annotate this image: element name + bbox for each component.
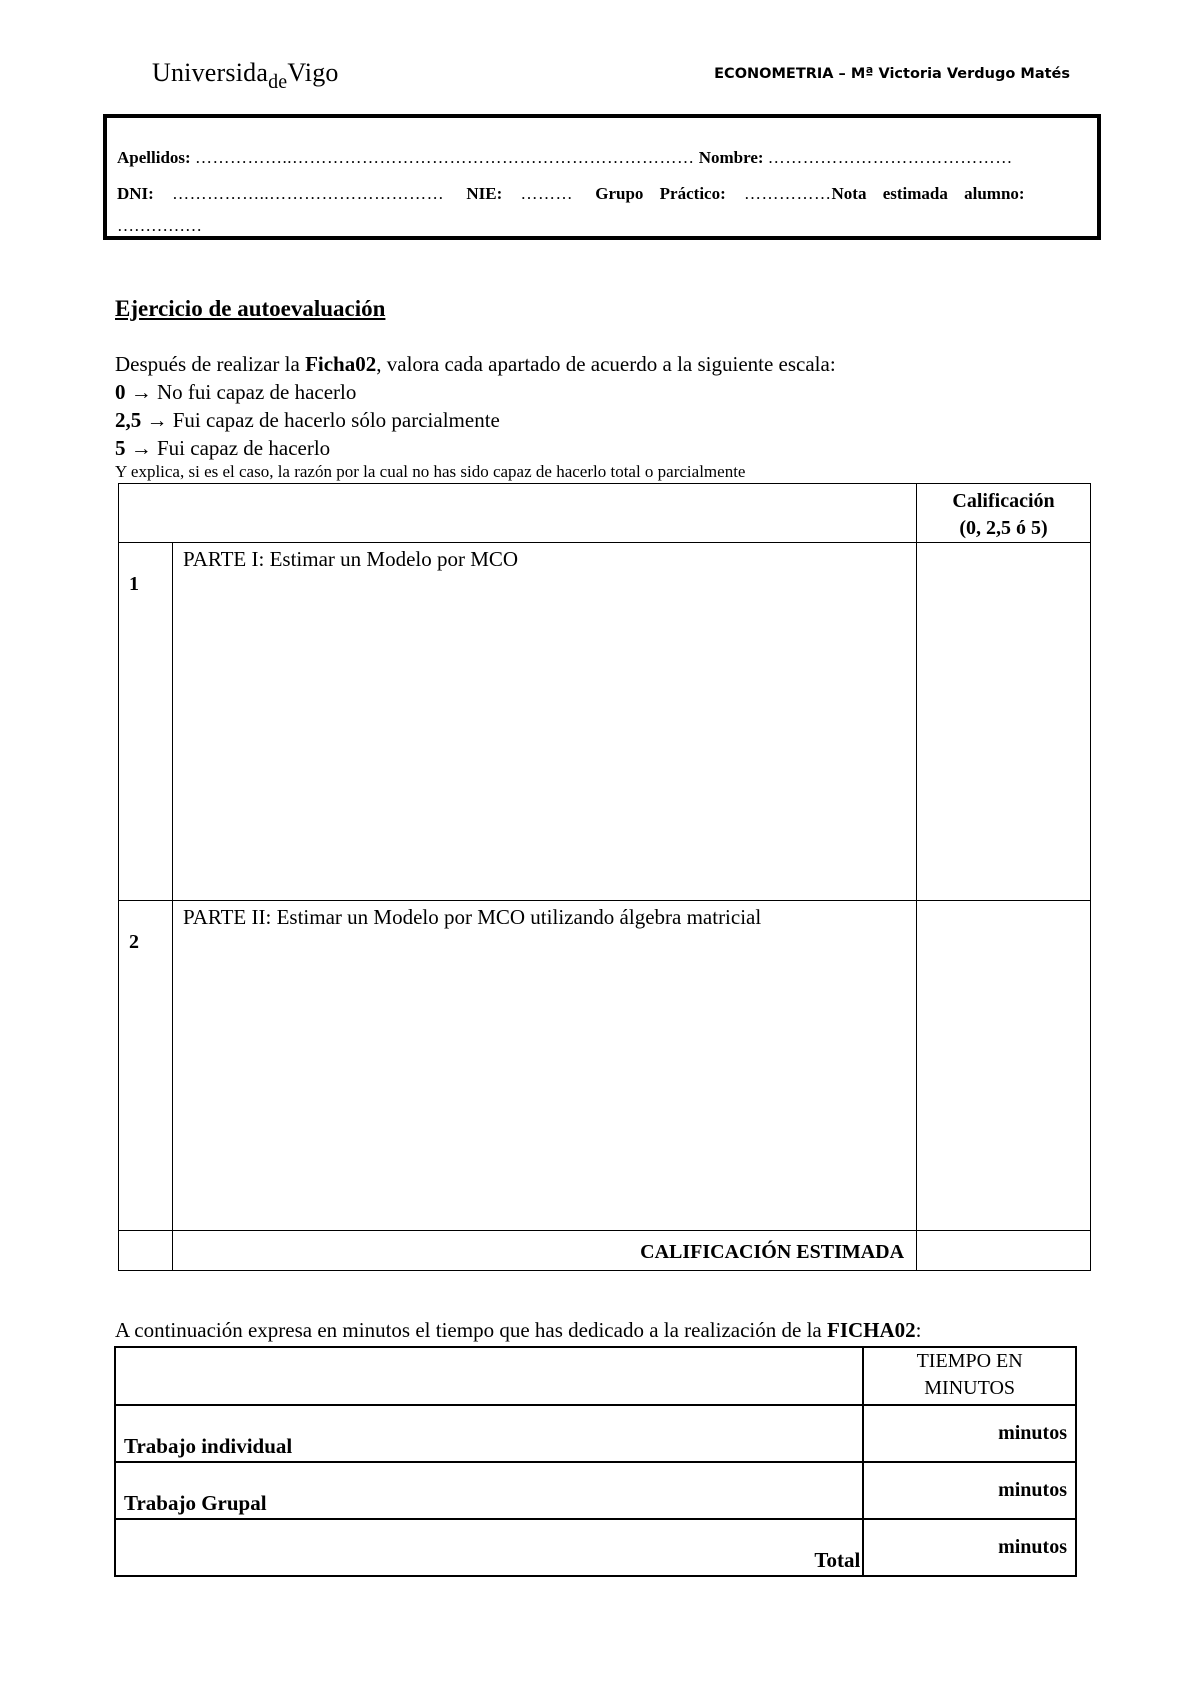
table-row bbox=[115, 1462, 1076, 1519]
scale-item-2 bbox=[115, 434, 836, 462]
calificacion-header bbox=[917, 484, 1091, 543]
scale-value: 0 bbox=[115, 380, 126, 404]
grupo-field[interactable]: …………… bbox=[744, 184, 832, 203]
course-header: ECONOMETRIA – Mª Victoria Verdugo Matés bbox=[714, 66, 1070, 82]
logo-text-1: Universida bbox=[152, 58, 269, 87]
scale-item-0 bbox=[115, 378, 836, 406]
arrow-icon: → bbox=[130, 380, 152, 404]
trabajo-grupal-label: Trabajo Grupal bbox=[115, 1462, 863, 1519]
time-header-row bbox=[115, 1347, 1076, 1405]
row-grade-cell[interactable] bbox=[917, 901, 1091, 1231]
explanation-note: Y explica, si es el caso, la razón por la cual no has sido capaz de hacerlo total o parcialmente bbox=[115, 462, 746, 481]
calificacion-header-line2: (0, 2,5 ó 5) bbox=[959, 517, 1048, 539]
intro-ficha: Ficha02 bbox=[305, 352, 377, 376]
logo-text-3: Vigo bbox=[287, 58, 339, 87]
nota-field[interactable]: …………… bbox=[117, 216, 202, 235]
time-intro-pre: A continuación expresa en minutos el tiempo que has dedicado a la realización de la bbox=[115, 1318, 827, 1342]
intro-pre: Después de realizar la bbox=[115, 352, 306, 376]
grupo-label: Grupo Práctico: bbox=[595, 184, 726, 203]
apellidos-line bbox=[117, 148, 1013, 168]
evaluation-table bbox=[118, 483, 1091, 1271]
dni-line bbox=[117, 184, 1093, 204]
table-row bbox=[119, 543, 1091, 901]
scale-text: Fui capaz de hacerlo sólo parcialmente bbox=[172, 408, 500, 432]
table-footer-row bbox=[119, 1231, 1091, 1271]
row-number: 2 bbox=[119, 901, 173, 1231]
estimated-grade-label: CALIFICACIÓN ESTIMADA bbox=[172, 1231, 916, 1271]
time-header-empty bbox=[115, 1347, 863, 1405]
tiempo-header-line2: MINUTOS bbox=[924, 1377, 1016, 1399]
intro-post: , valora cada apartado de acuerdo a la siguiente escala: bbox=[376, 352, 836, 376]
time-intro bbox=[115, 1318, 922, 1343]
trabajo-individual-minutes[interactable]: minutos bbox=[863, 1405, 1076, 1462]
nie-field[interactable]: ……… bbox=[520, 184, 573, 203]
scale-value: 2,5 bbox=[115, 408, 142, 432]
header-empty-cell bbox=[119, 484, 917, 543]
intro-text bbox=[115, 350, 836, 462]
calificacion-header-line1: Calificación bbox=[952, 490, 1055, 512]
time-table bbox=[114, 1346, 1077, 1577]
student-id-box bbox=[103, 114, 1101, 240]
row-part-text[interactable]: PARTE I: Estimar un Modelo por MCO bbox=[172, 543, 916, 901]
total-minutes[interactable]: minutos bbox=[863, 1519, 1076, 1576]
apellidos-field[interactable]: ……………..…………………………………………………………… bbox=[194, 148, 695, 167]
table-header-row bbox=[119, 484, 1091, 543]
nombre-label: Nombre: bbox=[698, 148, 764, 167]
table-row bbox=[115, 1519, 1076, 1576]
trabajo-individual-label: Trabajo individual bbox=[115, 1405, 863, 1462]
scale-text: Fui capaz de hacerlo bbox=[157, 436, 331, 460]
row-number: 1 bbox=[119, 543, 173, 901]
apellidos-label: Apellidos: bbox=[117, 148, 191, 167]
intro-line bbox=[115, 350, 836, 378]
time-intro-post: : bbox=[915, 1318, 922, 1342]
scale-item-1 bbox=[115, 406, 836, 434]
tiempo-header bbox=[863, 1347, 1076, 1405]
total-label: Total bbox=[115, 1519, 863, 1576]
dni-field[interactable]: ……………..………………………… bbox=[172, 184, 445, 203]
row-part-text[interactable]: PARTE II: Estimar un Modelo por MCO utilizando álgebra matricial bbox=[172, 901, 916, 1231]
nota-label: Nota estimada alumno: bbox=[831, 184, 1025, 203]
scale-text: No fui capaz de hacerlo bbox=[157, 380, 357, 404]
tiempo-header-line1: TIEMPO EN bbox=[916, 1350, 1023, 1372]
estimated-grade-cell[interactable] bbox=[917, 1231, 1091, 1271]
table-row bbox=[115, 1405, 1076, 1462]
nie-label: NIE: bbox=[466, 184, 503, 203]
dni-label: DNI: bbox=[117, 184, 154, 203]
logo-text-2: de bbox=[268, 71, 288, 93]
footer-empty-cell bbox=[119, 1231, 173, 1271]
page-title: Ejercicio de autoevaluación bbox=[115, 296, 386, 321]
time-intro-ficha: FICHA02 bbox=[827, 1318, 916, 1342]
table-row bbox=[119, 901, 1091, 1231]
row-grade-cell[interactable] bbox=[917, 543, 1091, 901]
university-logo bbox=[152, 58, 339, 93]
scale-value: 5 bbox=[115, 436, 126, 460]
nombre-field[interactable]: …………………………………… bbox=[767, 148, 1013, 167]
arrow-icon: → bbox=[130, 436, 152, 460]
trabajo-grupal-minutes[interactable]: minutos bbox=[863, 1462, 1076, 1519]
arrow-icon: → bbox=[146, 408, 168, 432]
